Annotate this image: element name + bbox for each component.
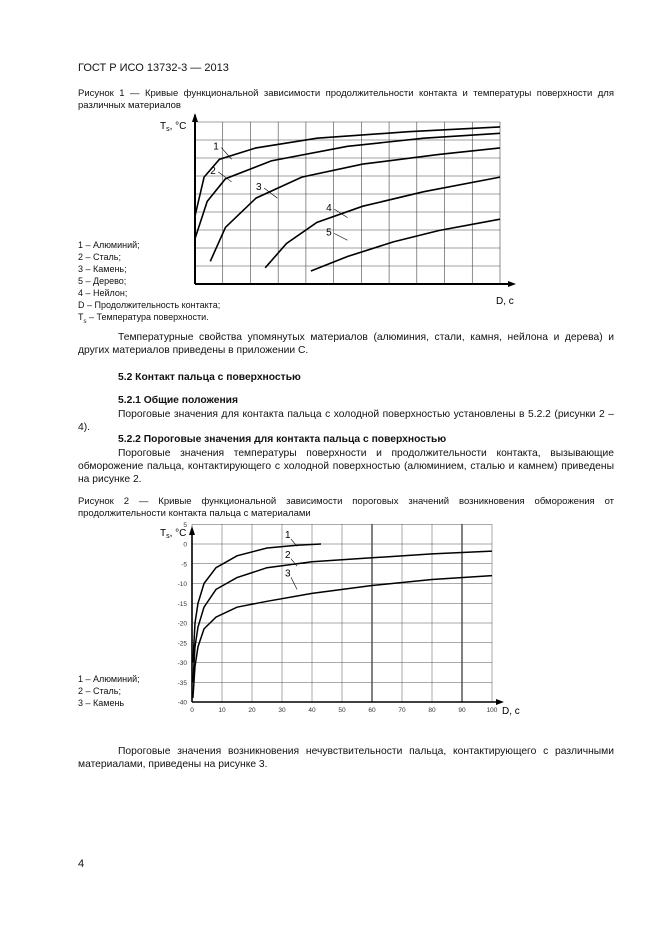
- figure1-x-axis-label: D, с: [496, 296, 514, 307]
- legend-item: D – Продолжительность контакта;: [78, 300, 221, 310]
- subsection-heading: 5.2.2 Пороговые значения для контакта пальца с поверхностью: [118, 434, 447, 445]
- series-5-line: [311, 219, 500, 271]
- y-axis-arrow: [192, 113, 198, 122]
- legend-item: 3 – Камень;: [78, 264, 127, 274]
- x-axis-arrow: [508, 281, 516, 287]
- section-heading: 5.2 Контакт пальца с поверхностью: [118, 372, 301, 383]
- paragraph: Температурные свойства упомянутых материалов (алюминия, стали, камня, нейлона и дерева) и других материалов приведены в приложении С.: [78, 332, 614, 356]
- figure2-tick-labels: [178, 522, 498, 714]
- paragraph: Пороговые значения для контакта пальца с холодной поверхностью установлены в 5.2.2 (рисунки 2 – 4).: [78, 409, 614, 433]
- curve-label-1: 1: [213, 141, 219, 153]
- figure2-x-axis-label: D, с: [502, 706, 520, 717]
- curve-label-leader: [334, 233, 347, 240]
- x-tick-label: 90: [458, 707, 466, 714]
- legend-item: 2 – Сталь;: [78, 252, 121, 262]
- figure1-legend: [78, 239, 220, 328]
- figure1-curves: [195, 127, 500, 271]
- curve-label-2: 2: [210, 165, 216, 177]
- figure2-legend: [78, 673, 140, 709]
- series-3-line: [193, 576, 492, 699]
- figure2-curve-labels: [285, 530, 297, 589]
- subsection-heading: 5.2.1 Общие положения: [118, 395, 238, 406]
- y-tick-label: -5: [181, 561, 187, 569]
- x-tick-label: 70: [398, 707, 406, 714]
- paragraph: Пороговые значения температуры поверхности и продолжительности контакта, вызывающие обморожение пальца, контактирующего с холодной поверхностью (алюминием, сталью и камнем) приведены на рисунке 2.: [78, 448, 614, 485]
- x-tick-label: 60: [368, 707, 376, 714]
- x-tick-label: 50: [338, 707, 346, 714]
- y-tick-label: -15: [177, 600, 187, 608]
- legend-item: 1 – Алюминий;: [78, 674, 140, 684]
- figure2-grid: [192, 524, 492, 702]
- curve-label-2: 2: [285, 549, 291, 561]
- figure1-caption: Рисунок 1 — Кривые функциональной зависимости продолжительности контакта и температуры поверхности для различных материалов: [78, 88, 614, 111]
- series-3-line: [210, 148, 500, 261]
- x-axis-arrow: [496, 699, 504, 705]
- y-axis-arrow: [189, 526, 195, 535]
- figure2-chart: [150, 522, 540, 722]
- figure2-caption: Рисунок 2 — Кривые функциональной зависимости пороговых значений возникновения обморожения от продолжительности контакта пальца с материалами: [78, 496, 614, 519]
- y-tick-label: -10: [177, 581, 187, 588]
- y-tick-label: -35: [177, 679, 187, 687]
- figure2-y-axis-label: $Т_s$, °C: [160, 528, 187, 540]
- y-tick-label: -20: [177, 620, 187, 628]
- series-4-line: [265, 177, 500, 268]
- figure2-curves: [193, 544, 492, 698]
- y-tick-label: 5: [183, 522, 187, 529]
- curve-label-5: 5: [326, 227, 332, 239]
- legend-item: 1 – Алюминий;: [78, 240, 140, 250]
- paragraph: Пороговые значения возникновения нечувствительности пальца, контактирующего с различными материалами, приведены на рисунке 3.: [78, 746, 614, 770]
- x-tick-label: 40: [308, 707, 316, 714]
- figure1-y-axis-label: $Т_s$, °C: [160, 121, 187, 133]
- legend-item: $Т_s$ – Температура поверхности.: [78, 312, 209, 325]
- y-tick-label: 0: [183, 541, 187, 549]
- x-tick-label: 30: [278, 707, 286, 714]
- x-tick-label: 10: [218, 707, 226, 714]
- y-tick-label: -40: [177, 699, 187, 707]
- figure1-axes: [192, 113, 516, 287]
- legend-item: 5 – Дерево;: [78, 276, 127, 286]
- legend-item: 3 – Камень: [78, 698, 125, 708]
- page-number: 4: [78, 858, 85, 870]
- x-tick-label: 0: [190, 707, 194, 714]
- y-tick-label: -25: [177, 640, 187, 648]
- x-tick-label: 80: [428, 707, 436, 714]
- curve-label-1: 1: [285, 530, 291, 542]
- curve-label-3: 3: [256, 182, 262, 194]
- curve-label-3: 3: [285, 568, 291, 580]
- document-header: ГОСТ Р ИСО 13732-3 — 2013: [78, 62, 229, 74]
- legend-item: 4 – Нейлон;: [78, 288, 128, 298]
- y-tick-label: -30: [177, 660, 187, 667]
- x-tick-label: 20: [248, 707, 256, 714]
- x-tick-label: 100: [486, 707, 498, 714]
- legend-item: 2 – Сталь;: [78, 686, 121, 696]
- curve-label-4: 4: [326, 203, 332, 215]
